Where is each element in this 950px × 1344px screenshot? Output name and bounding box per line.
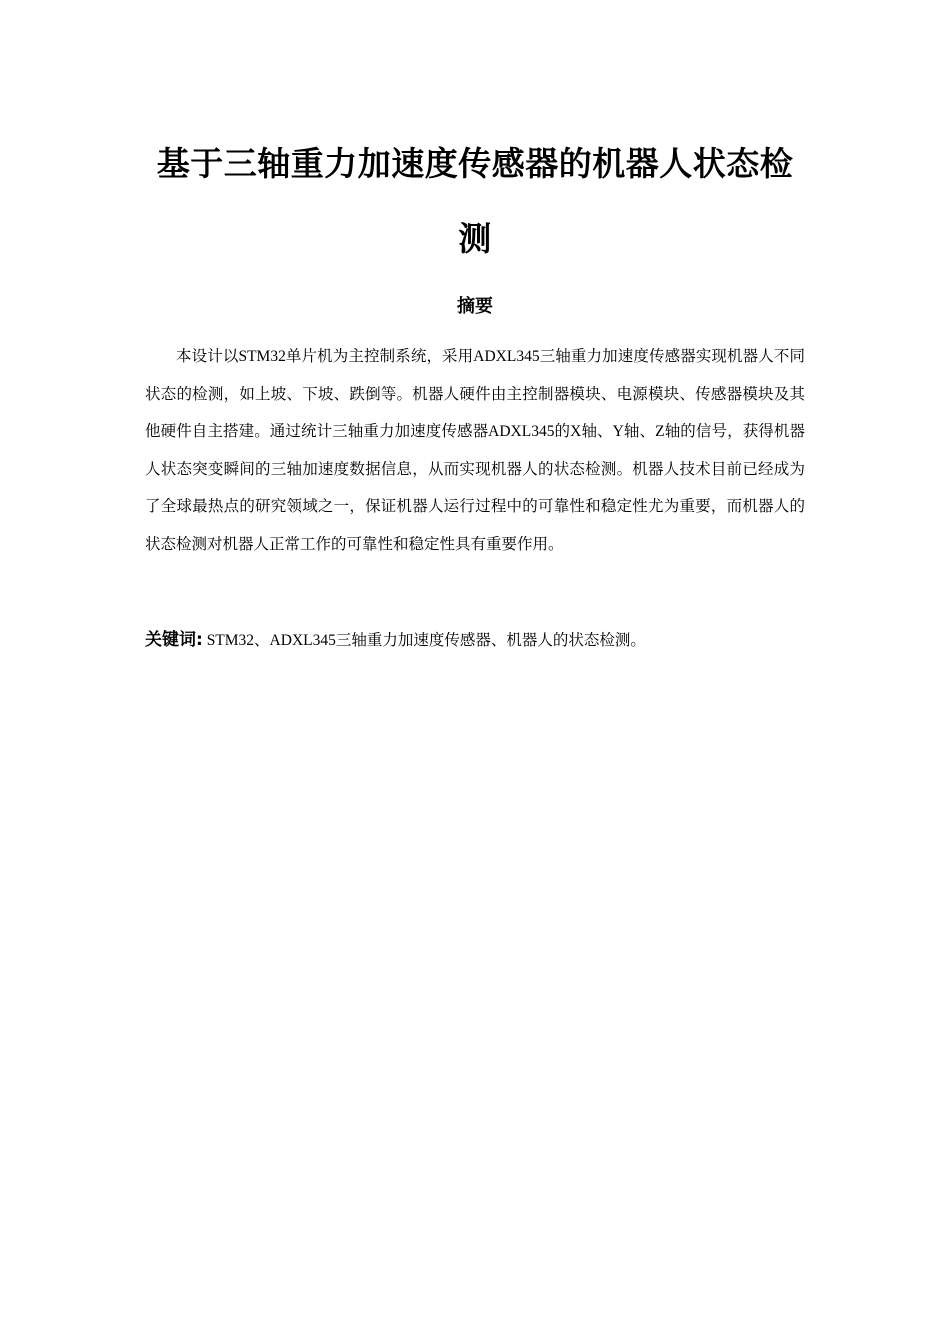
abstract-body: 本设计以STM32单片机为主控制系统，采用ADXL345三轴重力加速度传感器实现机器人不同状态的检测，如上坡、下坡、跌倒等。机器人硬件由主控制器模块、电源模块、传感器模块及其他硬件自主搭建。通过统计三轴重力加速度传感器ADXL345的X轴、Y轴、Z轴的信号，获得机器人状态突变瞬间的三轴加速度数据信息，从而实现机器人的状态检测。机器人技术目前已经成为了全球最热点的研究领域之一，保证机器人运行过程中的可靠性和稳定性尤为重要，而机器人的状态检测对机器人正常工作的可靠性和稳定性具有重要作用。: [145, 348, 805, 553]
keywords-label: 关键词:: [145, 630, 203, 650]
keywords-line: [145, 622, 805, 659]
paper-title: 基于三轴重力加速度传感器的机器人状态检测: [156, 144, 794, 258]
abstract-heading: 摘要: [457, 296, 493, 317]
keywords-text: STM32、ADXL345三轴重力加速度传感器、机器人的状态检测。: [202, 632, 646, 649]
